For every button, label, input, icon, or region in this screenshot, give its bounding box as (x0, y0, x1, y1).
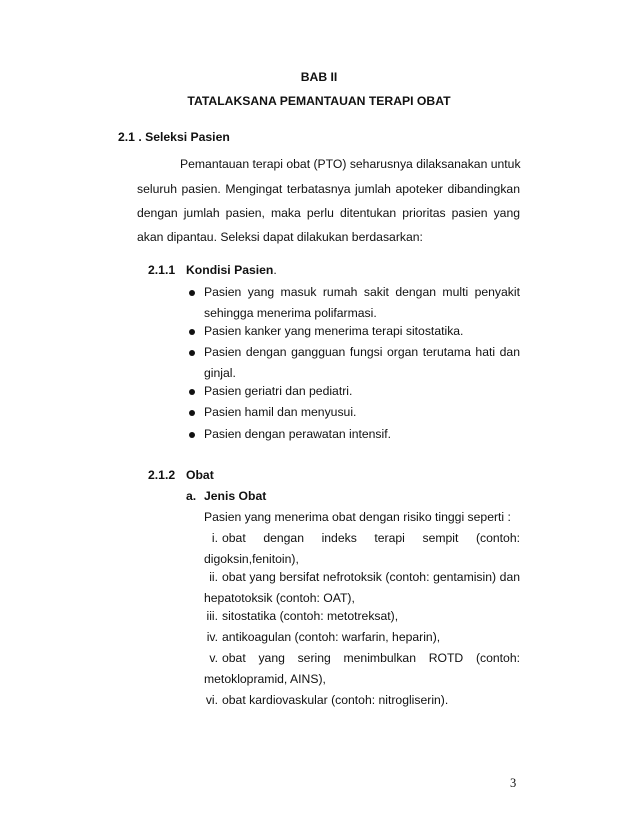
list-item-line: Pasien kanker yang menerima terapi sitostatika. (204, 324, 464, 338)
list-item-line: obat yang sering menimbulkan ROTD (contoh: (222, 651, 520, 665)
bullet-icon (189, 350, 195, 356)
bullet-icon (189, 389, 195, 395)
list-item-line: obat kardiovaskular (contoh: nitrogliserin). (222, 693, 449, 707)
paragraph-line: seluruh pasien. Mengingat terbatasnya jumlah apoteker dibandingkan (137, 182, 520, 196)
list-item-line: antikoagulan (contoh: warfarin, heparin), (222, 630, 441, 644)
chapter-label: BAB II (300, 70, 338, 84)
list-item-line: obat dengan indeks terapi sempit (contoh: (222, 531, 520, 545)
subsection-marker-a: a. (186, 489, 197, 503)
roman-marker: iii. (206, 609, 218, 623)
paragraph-line: dengan jumlah pasien, maka perlu ditentukan prioritas pasien yang (137, 206, 520, 220)
subsection-heading-jenis-obat: Jenis Obat (204, 489, 267, 503)
paragraph-line: akan dipantau. Seleksi dapat dilakukan berdasarkan: (137, 230, 423, 244)
list-item-line: Pasien yang masuk rumah sakit dengan multi penyakit (204, 285, 520, 299)
page-number: 3 (510, 776, 517, 790)
list-item-line: Pasien hamil dan menyusui. (204, 405, 357, 419)
list-item-line: Pasien geriatri dan pediatri. (204, 384, 353, 398)
roman-marker: i. (211, 531, 218, 545)
roman-marker: vi. (205, 693, 218, 707)
roman-marker: ii. (209, 570, 218, 584)
list-item-line: digoksin,fenitoin), (204, 552, 299, 566)
section-heading-text: Kondisi Pasien (186, 263, 274, 277)
paragraph-line: Pemantauan terapi obat (PTO) seharusnya dilaksanakan untuk (180, 157, 521, 171)
subsection-intro: Pasien yang menerima obat dengan risiko tinggi seperti : (204, 510, 511, 524)
section-number-2-1-2: 2.1.2 (148, 468, 176, 482)
list-item-line: Pasien dengan gangguan fungsi organ terutama hati dan (204, 345, 520, 359)
bullet-icon (189, 290, 195, 296)
bullet-icon (189, 432, 195, 438)
section-heading-2-1-2: Obat (186, 468, 214, 482)
bullet-icon (189, 410, 195, 416)
roman-marker: v. (209, 651, 218, 665)
section-heading-2-1: 2.1 . Seleksi Pasien (118, 130, 230, 144)
roman-marker: iv. (206, 630, 218, 644)
chapter-title: TATALAKSANA PEMANTAUAN TERAPI OBAT (187, 94, 451, 108)
list-item-line: Pasien dengan perawatan intensif. (204, 427, 392, 441)
bullet-icon (189, 329, 195, 335)
list-item-line: metoklopramid, AINS), (204, 672, 326, 686)
section-number-2-1-1: 2.1.1 (148, 263, 176, 277)
list-item-line: sehingga menerima polifarmasi. (204, 306, 377, 320)
list-item-line: ginjal. (204, 366, 236, 380)
list-item-line: sitostatika (contoh: metotreksat), (222, 609, 399, 623)
list-item-line: hepatotoksik (contoh: OAT), (204, 591, 355, 605)
section-heading-2-1-1 (186, 263, 277, 277)
section-heading-period: . (273, 263, 277, 277)
list-item-line: obat yang bersifat nefrotoksik (contoh: gentamisin) dan (222, 570, 520, 584)
